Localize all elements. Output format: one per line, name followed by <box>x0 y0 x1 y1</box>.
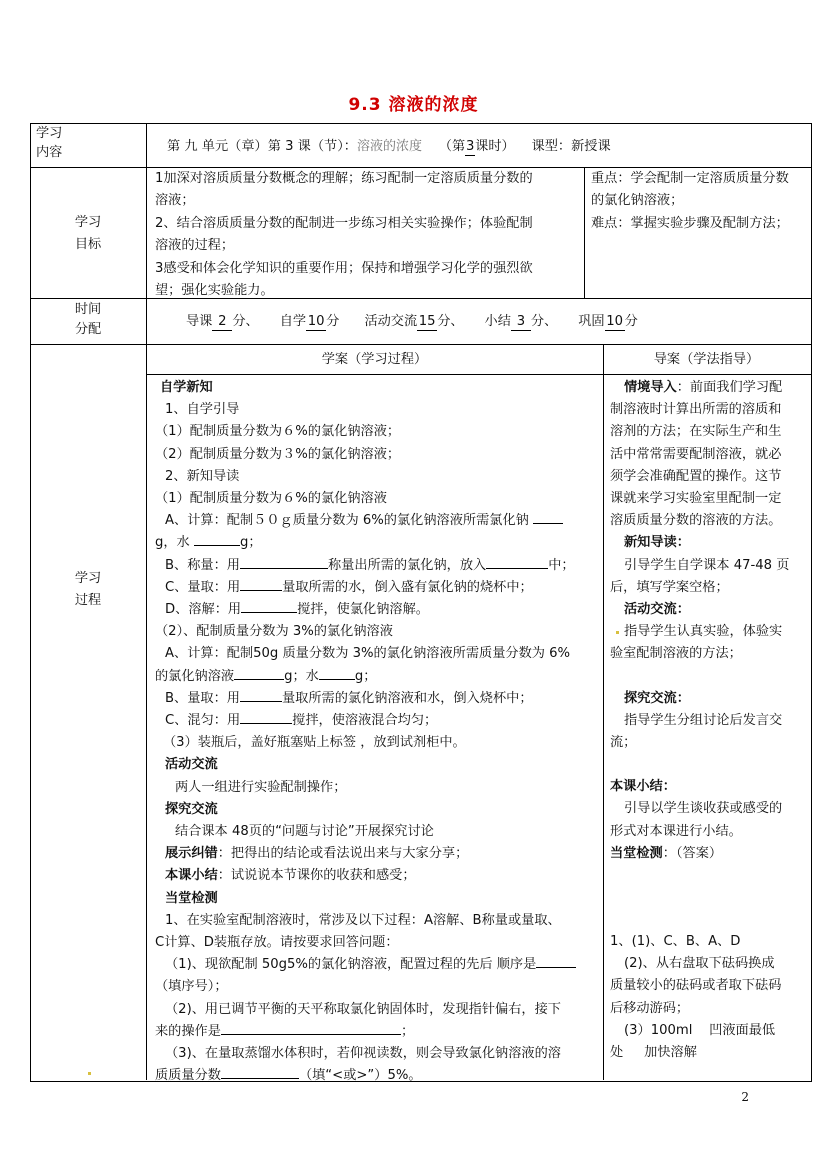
spacer <box>610 865 789 931</box>
text-line: C计算、D装瓶存放。请按要求回答问题： <box>155 935 399 951</box>
blank <box>240 590 282 591</box>
guidance-content <box>610 377 789 1064</box>
blank <box>240 723 292 724</box>
text-span: 活动交流 <box>624 602 677 618</box>
text-line: 结合课本 48页的“问题与讨论”开展探究讨论 <box>175 824 434 840</box>
text-line <box>610 776 789 798</box>
text-line: (2)、从右盘取下砝码换成 <box>624 956 775 972</box>
text-line <box>155 688 576 710</box>
text-line <box>155 954 576 976</box>
goal-line: 2、结合溶质质量分数的配制进一步练习相关实验操作；体验配制 <box>155 215 533 231</box>
blank <box>486 568 548 569</box>
page-number: 2 <box>741 1090 749 1104</box>
label-line: 过程 <box>74 593 102 609</box>
section-heading: 探究交流 <box>165 801 218 817</box>
column-divider <box>584 167 585 298</box>
text-span: 搅拌，使氯化钠溶解。 <box>297 602 429 618</box>
time-item-value: 15 <box>418 314 436 329</box>
text-span: ： <box>662 779 676 795</box>
text-line: 溶剂的方法；在实际生产和生 <box>610 424 782 440</box>
text-line: （2）、配制质量分数为 3%的氯化钠溶液 <box>155 624 393 640</box>
period-number: 3 <box>465 139 475 154</box>
period-prefix: （第 <box>438 139 466 154</box>
goal-line: 溶液； <box>155 193 195 209</box>
text-line: 须学会准确配置的操作。这节 <box>610 468 782 484</box>
section-heading: 自学新知 <box>160 380 213 395</box>
text-line: 2、新知导读 <box>165 468 240 484</box>
text-span: 量取所需的氯化钠溶液和水，倒入烧杯中； <box>281 690 533 706</box>
text-span: 新知导读 <box>624 535 677 551</box>
text-span: 中； <box>548 557 575 573</box>
row4-label <box>30 568 146 613</box>
text-line <box>155 666 576 688</box>
lesson-info <box>167 136 611 158</box>
text-line: 两人一组进行实验配制操作； <box>175 779 347 795</box>
text-span: g；水 <box>284 668 319 684</box>
text-line: （1）配制质量分数为６%的氯化钠溶液； <box>155 424 401 440</box>
time-item-unit: 分、 <box>530 314 558 329</box>
text-line <box>155 1065 576 1087</box>
section-heading: 当堂检测 <box>165 890 218 906</box>
text-line <box>155 577 576 599</box>
text-line <box>610 599 789 621</box>
text-line <box>155 532 576 554</box>
row-divider <box>146 374 811 375</box>
blank <box>221 1078 299 1079</box>
time-item-unit: 分 <box>624 314 638 329</box>
text-span: A、计算：配制５０ｇ质量分数为 6%的氯化钠溶液所需氯化钠 <box>165 513 529 529</box>
study-plan-header: 学案（学习过程） <box>321 352 428 367</box>
text-span: g，水 <box>155 535 190 551</box>
column-divider <box>146 123 147 1080</box>
text-span: 来的操作是 <box>155 1023 221 1039</box>
text-span: ：（答案） <box>662 845 723 861</box>
text-line: 活中常常需要配制溶液，就必 <box>610 446 782 462</box>
text-line: 引导以学生谈收获或感受的 <box>624 801 783 817</box>
label-line: 学习 <box>36 126 63 141</box>
row2-label <box>30 212 146 257</box>
text-line: 1、自学引导 <box>165 402 240 418</box>
row1-label <box>36 124 62 162</box>
text-span: 量取所需的水，倒入盛有氯化钠的烧杯中； <box>282 579 533 595</box>
text-span: 展示纠错 <box>165 846 218 862</box>
text-line <box>610 377 789 399</box>
text-line: 形式对本课进行小结。 <box>610 823 742 839</box>
label-line: 内容 <box>36 145 63 160</box>
row3-label <box>30 300 146 340</box>
time-item-name: 巩固 <box>578 314 605 329</box>
label-line: 学习 <box>74 215 102 230</box>
blank <box>240 701 282 702</box>
section-heading: 活动交流 <box>165 757 218 773</box>
column-divider <box>603 344 604 1080</box>
text-line: 处 加快溶解 <box>610 1045 697 1061</box>
period-suffix: 课时） <box>475 139 515 154</box>
text-span: （1)、现欲配制 50g5%的氯化钠溶液，配置过程的先后 顺序是 <box>165 957 537 973</box>
time-item-name: 小结 <box>484 314 511 329</box>
text-span: ： <box>676 602 690 618</box>
text-line: 流； <box>610 735 637 751</box>
text-line <box>155 599 576 621</box>
text-span: ：把得出的结论或看法说出来与大家分享； <box>217 846 469 862</box>
text-span: （填“<或>”）5%。 <box>298 1068 422 1084</box>
text-span: g； <box>239 535 262 551</box>
stamp-text: 溶液的浓度 <box>357 139 423 154</box>
time-item-unit: 分 <box>326 314 340 329</box>
time-item-name: 活动交流 <box>364 314 418 329</box>
text-line: 引导学生自学课本 47-48 页 <box>624 557 790 573</box>
goal-line: 3感受和体会化学知识的重要作用；保持和增强学习化学的强烈欲 <box>155 260 533 276</box>
text-line: （3)、在量取蒸馏水体积时，若仰视读数，则会导致氯化钠溶液的溶 <box>165 1046 561 1062</box>
guidance-header: 导案（学法指导） <box>653 352 760 367</box>
text-line: 1、(1)、C、B、A、D <box>610 934 741 950</box>
text-line: 指导学生认真实验，体验实 <box>624 624 783 640</box>
time-item-value: 2 <box>212 313 232 331</box>
text-span: D、溶解：用 <box>165 602 242 618</box>
text-span: 本课小结 <box>610 779 663 795</box>
text-span: ：试说说本节课你的收获和感受； <box>217 868 416 884</box>
text-span: B、量取：用 <box>165 690 240 706</box>
spacer <box>610 666 789 688</box>
time-item-name: 自学 <box>279 314 307 329</box>
time-item-unit: 分、 <box>232 314 259 329</box>
text-line: 溶质质量分数的溶液的方法。 <box>610 513 782 529</box>
text-line: （填序号）； <box>155 979 228 995</box>
goal-line: 溶液的过程； <box>155 238 235 254</box>
text-span: 的氯化钠溶液 <box>155 668 235 684</box>
text-span: ： <box>676 690 690 706</box>
text-line: 后，填写学案空格； <box>610 579 729 595</box>
speck-mark <box>88 1072 91 1075</box>
text-line: A、计算：配制50g 质量分数为 3%的氯化钠溶液所需质量分数为 6% <box>165 646 571 662</box>
text-line: 验室配制溶液的方法； <box>610 646 742 662</box>
speck-mark <box>616 631 619 634</box>
time-item-value: 10 <box>307 314 325 329</box>
text-line: （1）配制质量分数为６%的氯化钠溶液 <box>155 491 387 507</box>
time-item-unit: 分、 <box>437 314 464 329</box>
text-line: （2)、用已调节平衡的天平称取氯化钠固体时，发现指针偏右，接下 <box>165 1001 561 1017</box>
text-line: (3）100ml 凹液面最低 <box>624 1022 776 1038</box>
text-span: 搅拌，使溶液混合均匀； <box>292 713 438 729</box>
text-line <box>610 688 789 710</box>
text-line: 制溶液时计算出所需的溶质和 <box>610 402 782 418</box>
blank <box>194 545 240 546</box>
text-line <box>155 555 576 577</box>
text-line <box>610 843 789 865</box>
blank <box>234 679 284 680</box>
text-line <box>155 843 576 865</box>
blank <box>221 1034 401 1035</box>
text-line <box>610 532 789 554</box>
lesson-type: 课型：新授课 <box>531 139 611 154</box>
text-span: ： <box>676 535 690 551</box>
blank <box>240 568 328 569</box>
text-span: 质质量分数 <box>155 1068 221 1084</box>
blank <box>536 967 576 968</box>
key-line: 重点：学会配制一定溶质质量分数 <box>591 171 789 186</box>
study-plan-content <box>155 377 576 1088</box>
blank <box>319 679 355 680</box>
key-line: 难点：掌握实验步骤及配制方法； <box>591 215 789 231</box>
text-line: 1、在实验室配制溶液时，常涉及以下过程：A溶解、B称量或量取、 <box>165 912 561 928</box>
blank <box>533 523 563 524</box>
text-line: 质量较小的砝码或者取下砝码 <box>610 978 782 994</box>
blank <box>241 612 297 613</box>
text-line: 指导学生分组讨论后发言交 <box>624 712 783 728</box>
text-line <box>155 865 576 887</box>
time-item-name: 导课 <box>186 314 213 329</box>
key-line: 的氯化钠溶液； <box>591 193 684 209</box>
text-line <box>155 1021 576 1043</box>
time-allocation <box>186 311 638 333</box>
text-span: 当堂检测 <box>610 845 663 861</box>
text-line <box>155 710 576 732</box>
key-points <box>591 168 789 235</box>
text-line: （2）配制质量分数为３%的氯化钠溶液； <box>155 446 401 462</box>
goal-line: 望；强化实验能力。 <box>155 283 274 299</box>
time-item-value: 3 <box>511 313 531 331</box>
unit-text: 第 九 单元（章）第 3 课（节）： <box>167 139 357 154</box>
text-span: 本课小结 <box>165 868 218 884</box>
time-item-value: 10 <box>606 314 624 329</box>
goal-line: 1加深对溶质质量分数概念的理解；练习配制一定溶质质量分数的 <box>155 171 533 186</box>
label-line: 目标 <box>74 237 102 253</box>
page-title: 9.3 溶液的浓度 <box>348 95 479 115</box>
text-span: 称量出所需的氯化钠，放入 <box>327 557 487 573</box>
text-span: 探究交流 <box>624 690 677 706</box>
text-span: g； <box>354 668 377 684</box>
spacer <box>610 754 789 776</box>
text-line: 课就来学习实验室里配制一定 <box>610 491 782 507</box>
text-span: C、量取：用 <box>165 579 241 595</box>
text-line: （3）装瓶后，盖好瓶塞贴上标签 ，放到试剂柜中。 <box>163 735 466 751</box>
text-span: 情境导入 <box>624 380 677 395</box>
goals-list <box>155 168 533 302</box>
row-divider <box>30 344 811 345</box>
text-span: C、混匀：用 <box>165 713 241 729</box>
label-line: 分配 <box>74 322 102 337</box>
label-line: 时间 <box>74 302 102 317</box>
text-span: B、称量：用 <box>165 557 240 573</box>
text-line: 后移动游码； <box>610 1000 690 1016</box>
text-span: ：前面我们学习配 <box>676 380 783 395</box>
text-line <box>155 510 576 532</box>
label-line: 学习 <box>74 571 102 586</box>
text-span: ； <box>400 1023 415 1039</box>
